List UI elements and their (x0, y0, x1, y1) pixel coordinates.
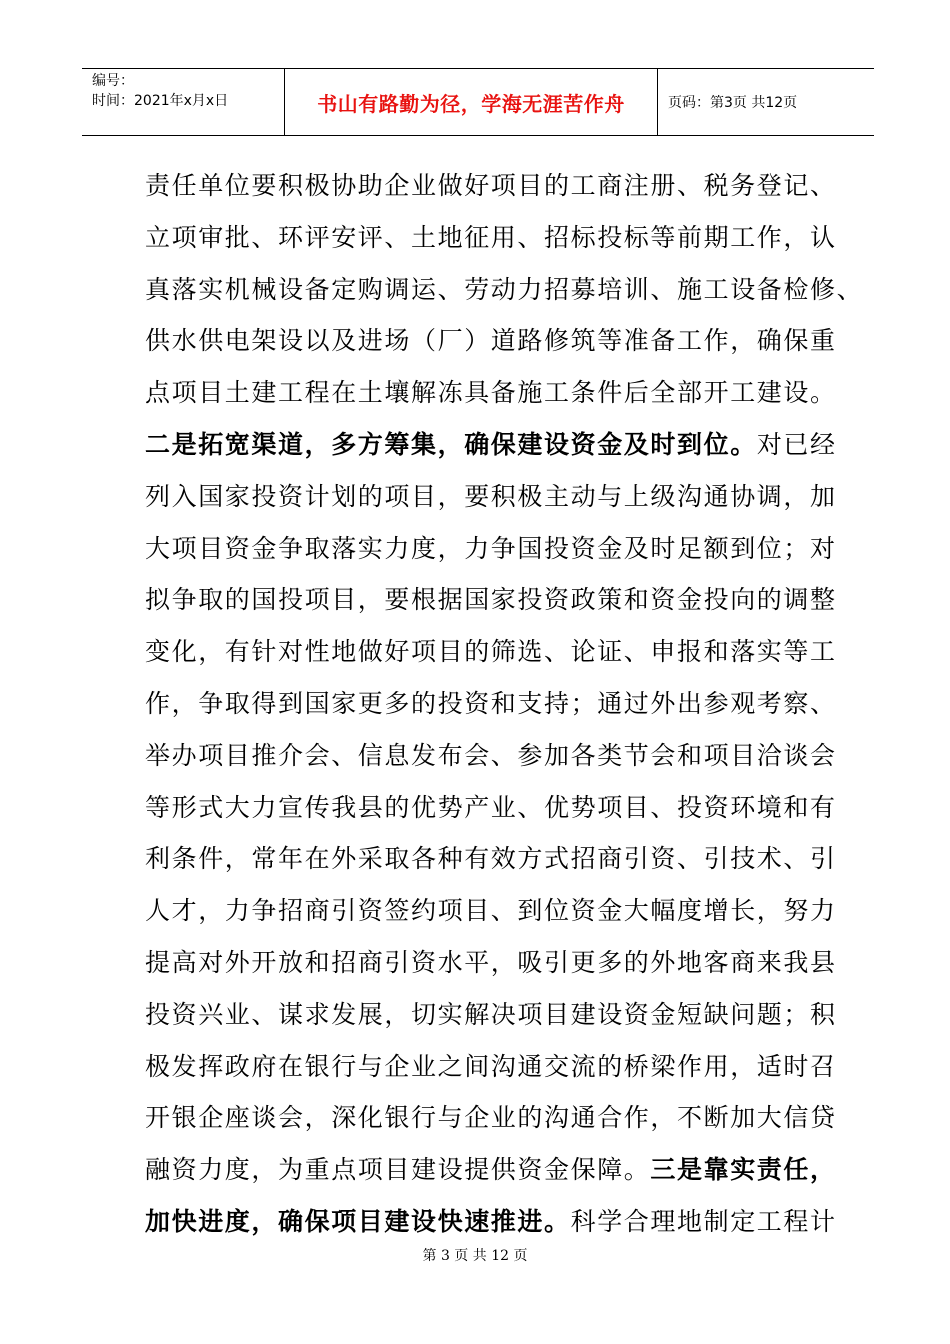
text-line (145, 523, 837, 575)
text-line (145, 315, 837, 367)
text-line (145, 1196, 837, 1248)
text-line (145, 730, 837, 782)
text-line (145, 1092, 837, 1144)
text-line (145, 782, 837, 834)
text-segment: 拟争取的国投项目，要根据国家投资政策和资金投向的调整 (145, 585, 837, 615)
text-segment: 举办项目推介会、信息发布会、参加各类节会和项目洽谈会 (145, 740, 837, 770)
text-segment: 对已经 (756, 429, 837, 459)
text-segment: 投资兴业、谋求发展，切实解决项目建设资金短缺问题；积 (145, 999, 837, 1029)
body-text (145, 160, 864, 1248)
text-line (145, 574, 837, 626)
text-segment: 变化，有针对性地做好项目的筛选、论证、申报和落实等工 (145, 637, 837, 667)
text-segment: 作，争取得到国家更多的投资和支持；通过外出参观考察、 (145, 688, 837, 718)
document-number-label: 编号： (92, 73, 134, 89)
document-date-label: 时间：2021年x月x日 (92, 93, 229, 109)
bold-heading-segment: 三是靠实责任， (650, 1155, 837, 1185)
text-line (145, 367, 837, 419)
bold-heading-segment: 二是拓宽渠道，多方筹集，确保建设资金及时到位。 (145, 429, 757, 459)
text-line (145, 989, 837, 1041)
text-line (145, 419, 837, 471)
text-segment: 融资力度，为重点项目建设提供资金保障。 (145, 1155, 651, 1185)
text-segment: 点项目土建工程在土壤解冻具备施工条件后全部开工建设。 (145, 378, 837, 408)
text-segment: 责任单位要积极协助企业做好项目的工商注册、税务登记、 (145, 171, 837, 200)
header-meta (82, 69, 285, 135)
text-line (145, 833, 837, 885)
text-segment: 等形式大力宣传我县的优势产业、优势项目、投资环境和有 (145, 792, 837, 822)
header-page-info: 页码：第3页 共12页 (668, 95, 798, 111)
text-line (145, 212, 837, 264)
text-line (145, 471, 837, 523)
text-line (145, 626, 837, 678)
text-segment: 列入国家投资计划的项目，要积极主动与上级沟通协调，加 (145, 481, 837, 511)
text-segment: 极发挥政府在银行与企业之间沟通交流的桥梁作用，适时召 (145, 1051, 837, 1081)
text-segment: 立项审批、环评安评、土地征用、招标投标等前期工作，认 (145, 222, 837, 252)
text-line (145, 160, 837, 212)
text-line (145, 264, 864, 316)
page-footer: 第 3 页 共 12 页 (422, 1248, 528, 1264)
page-header (82, 68, 874, 136)
text-line (145, 1144, 837, 1196)
text-segment: 人才，力争招商引资签约项目、到位资金大幅度增长，努力 (145, 896, 837, 926)
text-segment: 提高对外开放和招商引资水平，吸引更多的外地客商来我县 (145, 947, 837, 977)
header-motto: 书山有路勤为径，学海无涯苦作舟 (285, 69, 658, 135)
text-line (145, 1041, 837, 1093)
text-segment: 大项目资金争取落实力度，力争国投资金及时足额到位；对 (145, 533, 837, 563)
text-line (145, 937, 837, 989)
text-line (145, 885, 837, 937)
text-segment: 供水供电架设以及进场（厂）道路修筑等准备工作，确保重 (145, 326, 837, 356)
text-segment: 真落实机械设备定购调运、劳动力招募培训、施工设备检修、 (145, 274, 864, 304)
text-line (145, 678, 837, 730)
text-segment: 利条件，常年在外采取各种有效方式招商引资、引技术、引 (145, 844, 837, 874)
bold-heading-segment: 加快进度，确保项目建设快速推进。 (145, 1206, 571, 1236)
text-segment: 科学合理地制定工程计 (570, 1206, 837, 1236)
text-segment: 开银企座谈会，深化银行与企业的沟通合作，不断加大信贷 (145, 1103, 837, 1133)
